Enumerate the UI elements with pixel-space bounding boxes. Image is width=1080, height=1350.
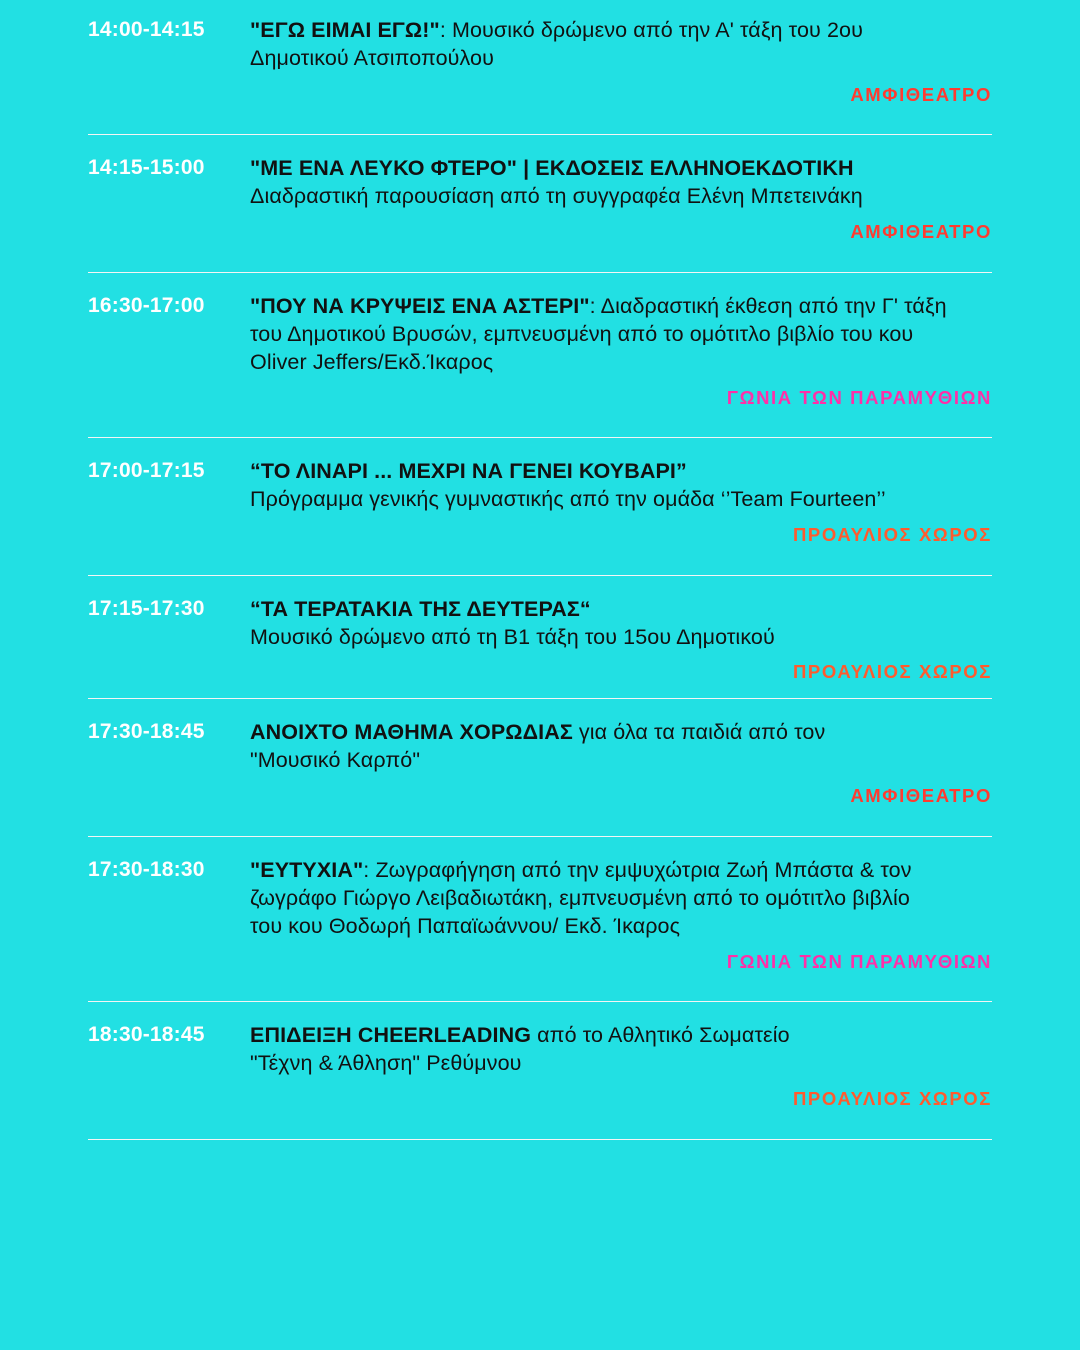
event-title: “ΤΑ ΤΕΡΑΤΑΚΙΑ ΤΗΣ ΔΕΥΤΕΡΑΣ“ [250,597,591,621]
event-title: "ΕΓΩ ΕΙΜΑΙ ΕΓΩ!" [250,18,440,42]
event-venue: ΓΩΝΙΑ ΤΩΝ ΠΑΡΑΜΥΘΙΩΝ [726,951,992,972]
event-text: Πρόγραμμα γενικής γυμναστικής από την ομάδα ‘’Team Fourteen’’ [250,487,886,511]
event-row [88,576,992,699]
event-text: Μουσικό δρώμενο από τη Β1 τάξη του 15ου Δημοτικού [250,625,775,649]
event-time: 17:30-18:30 [88,858,205,881]
event-time: 18:30-18:45 [88,1023,205,1046]
event-row [88,135,992,273]
event-venue: ΓΩΝΙΑ ΤΩΝ ΠΑΡΑΜΥΘΙΩΝ [726,387,992,408]
event-time: 17:15-17:30 [88,597,205,620]
event-time: 14:00-14:15 [88,18,205,41]
event-description [250,292,992,376]
event-text: ζωγράφο Γιώργο Λειβαδιωτάκη, εμπνευσμένη από το ομότιτλο βιβλίο [250,886,910,910]
event-description [250,718,992,774]
event-description [250,595,992,651]
event-venue: ΑΜΦΙΘΕΑΤΡΟ [850,785,992,806]
event-text: : Ζωγραφήγηση από την εμψυχώτρια Ζωή Μπάστα & τον [363,858,912,882]
event-title: ΕΠΙΔΕΙΞΗ CHEERLEADING [250,1023,532,1047]
event-text: Διαδραστική παρουσίαση από τη συγγραφέα Ελένη Μπετεινάκη [250,184,863,208]
event-text: Δημοτικού Ατσιποπούλου [250,46,494,70]
event-venue: ΑΜΦΙΘΕΑΤΡΟ [850,221,992,242]
event-row [88,837,992,1002]
event-description [250,457,992,513]
event-title: ΑΝΟΙΧΤΟ ΜΑΘΗΜΑ ΧΟΡΩΔΙΑΣ [250,720,573,744]
event-row [88,273,992,438]
event-text: για όλα τα παιδιά από τον [572,720,826,744]
event-text: του κου Θοδωρή Παπαϊωάννου/ Εκδ. Ίκαρος [250,914,681,938]
event-text: του Δημοτικού Βρυσών, εμπνευσμένη από το ομότιτλο βιβλίο του κου [250,322,914,346]
event-time: 16:30-17:00 [88,294,205,317]
event-time: 17:00-17:15 [88,459,205,482]
event-description [250,154,992,210]
event-row [88,0,992,135]
event-title: “ΤΟ ΛΙΝΑΡΙ ... ΜΕΧΡΙ ΝΑ ΓΕΝΕΙ ΚΟΥΒΑΡΙ” [250,459,687,483]
event-description [250,16,992,72]
event-time: 14:15-15:00 [88,156,205,179]
event-title: "ΠΟΥ ΝΑ ΚΡΥΨΕΙΣ ΕΝΑ ΑΣΤΕΡΙ" [250,294,590,318]
event-row [88,699,992,837]
event-description [250,856,992,940]
event-schedule [88,0,992,1140]
event-time: 17:30-18:45 [88,720,205,743]
event-venue: ΠΡΟΑΥΛΙΟΣ ΧΩΡΟΣ [792,1088,992,1109]
event-description [250,1021,992,1077]
event-text: Oliver Jeffers/Εκδ.Ίκαρος [250,350,494,374]
event-row [88,1002,992,1140]
event-text: : Διαδραστική έκθεση από την Γ' τάξη [589,294,947,318]
event-text: "Μουσικό Καρπό" [250,748,421,772]
event-venue: ΠΡΟΑΥΛΙΟΣ ΧΩΡΟΣ [792,524,992,545]
event-text: από το Αθλητικό Σωματείο [531,1023,790,1047]
event-venue: ΑΜΦΙΘΕΑΤΡΟ [850,84,992,105]
event-title: "ΕΥΤΥΧΙΑ" [250,858,364,882]
event-row [88,438,992,576]
event-text: "Τέχνη & Άθληση" Ρεθύμνου [250,1051,522,1075]
event-title: "ΜΕ ΕΝΑ ΛΕΥΚΟ ΦΤΕΡΟ" | ΕΚΔΟΣΕΙΣ ΕΛΛΗΝΟΕΚΔΟΤΙΚΗ [250,156,854,180]
event-venue: ΠΡΟΑΥΛΙΟΣ ΧΩΡΟΣ [792,661,992,682]
event-text: : Μουσικό δρώμενο από την Α' τάξη του 2ου [439,18,863,42]
